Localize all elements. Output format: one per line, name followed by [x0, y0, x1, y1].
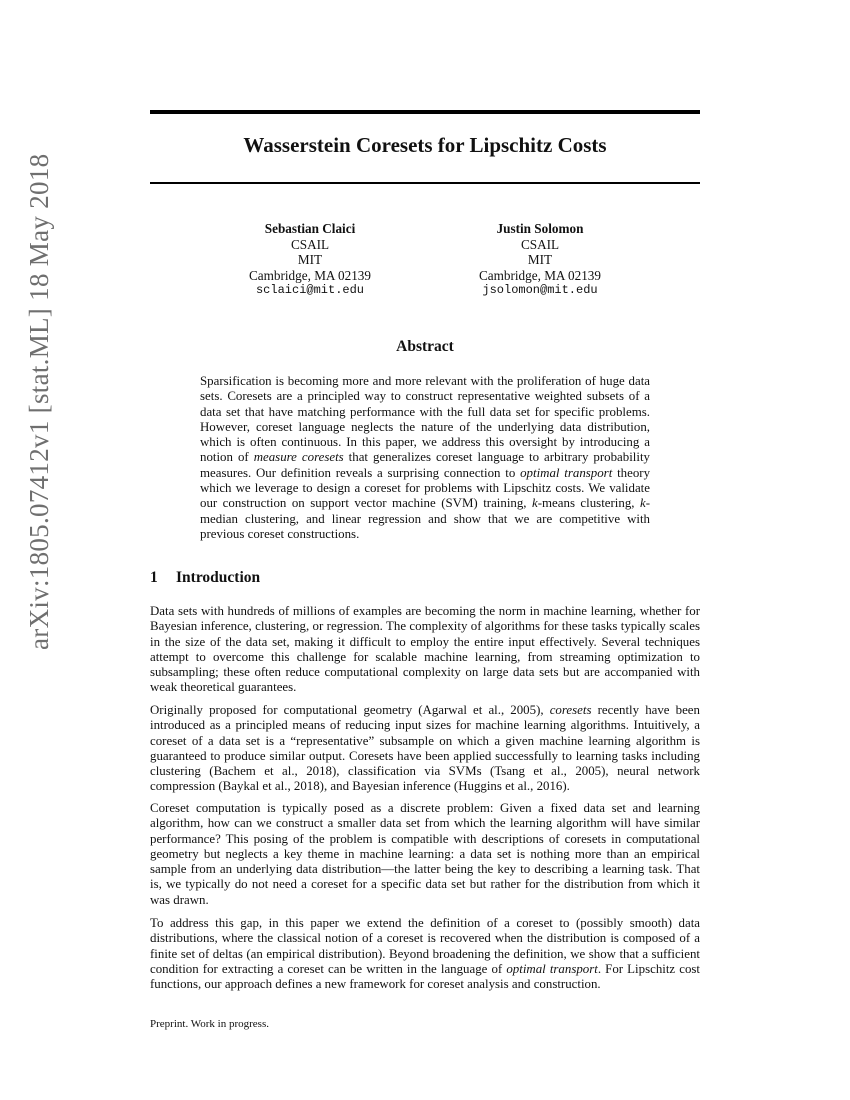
body-paragraph: Coreset computation is typically posed as a discrete problem: Given a fixed data set and learning algorithm, how can we construct a smaller data set from which the learning algorithm will have similar performance? This posing of the problem is compatible with descriptions of coresets in computational geometry but neglects a key theme in machine learning: a data set is nothing more than an empirical sample from an underlying data distribution—the latter being the key to describing a learning task. That is, we typically do not need a coreset for a specific data set but rather for the distribution from which it was drawn. [150, 801, 700, 907]
paper-title: Wasserstein Coresets for Lipschitz Costs [243, 133, 607, 157]
footer-note: Preprint. Work in progress. [150, 1018, 269, 1030]
author-email[interactable]: jsolomon@mit.edu [482, 283, 598, 297]
author-block-2 [455, 221, 625, 299]
author-dept: CSAIL [520, 236, 560, 252]
author-name: Justin Solomon [496, 221, 584, 236]
title-bottom-rule [150, 182, 700, 184]
author-institution: MIT [297, 252, 323, 267]
body-paragraph: Originally proposed for computational geometry (Agarwal et al., 2005), coresets recently have been introduced as a principled means of reducing input sizes for machine learning algorithms. Intuitively, a coreset of a data set is a “representative” subsample on which a given machine learning algorithm is guaranteed to produce similar output. Coresets have been applied successfully to learning tasks including clustering (Bachem et al., 2018), classification via SVMs (Tsang et al., 2005), neural network compression (Baykal et al., 2018), and Bayesian inference (Huggins et al., 2016). [150, 703, 700, 794]
author-email[interactable]: sclaici@mit.edu [255, 283, 365, 297]
body-paragraph: Data sets with hundreds of millions of examples are becoming the norm in machine learning, whether for Bayesian inference, clustering, or regression. The complexity of algorithms for these tasks typically scales in the size of the data set, making it difficult to employ the entire input effectively. Several techniques attempt to overcome this challenge for scalable machine learning, from streaming optimization to subsampling; these often reduce computational complexity on large data sets but are accompanied with weak theoretical guarantees. [150, 604, 700, 695]
arxiv-identifier: arXiv:1805.07412v1 [stat.ML] 18 May 2018 [24, 153, 54, 650]
author-address: Cambridge, MA 02139 [249, 267, 371, 283]
author-name: Sebastian Claici [264, 221, 356, 236]
section-heading: 1 Introduction [150, 569, 261, 586]
abstract-text: Sparsification is becoming more and more relevant with the proliferation of huge data sets. Coresets are a principled way to construct representative weighted subsets of a data set that have matching performance with the full data set for specific problems. However, coreset language neglects the nature of the underlying data distribution, which is often continuous. In this paper, we address this oversight by introducing a notion of measure coresets that generalizes coreset language to arbitrary probability measures. Our definition reveals a surprising connection to optimal transport theory which we leverage to design a coreset for problems with Lipschitz costs. We validate our construction on support vector machine (SVM) training, k-means clustering, k-median clustering, and linear regression and show that we are competitive with previous coreset constructions. [200, 374, 651, 541]
title-top-rule [150, 110, 700, 114]
author-dept: CSAIL [290, 236, 330, 252]
author-block-1 [225, 221, 395, 299]
author-institution: MIT [527, 252, 553, 267]
abstract-heading: Abstract [396, 338, 454, 355]
body-paragraph: To address this gap, in this paper we extend the definition of a coreset to (possibly smooth) data distributions, where the classical notion of a coreset is recovered when the distribution is composed of a finite set of deltas (an empirical distribution). Beyond broadening the definition, we show that a sufficient condition for extracting a coreset can be written in the language of optimal transport. For Lipschitz cost functions, our approach defines a new framework for coreset analysis and construction. [150, 916, 701, 992]
author-address: Cambridge, MA 02139 [479, 267, 601, 283]
